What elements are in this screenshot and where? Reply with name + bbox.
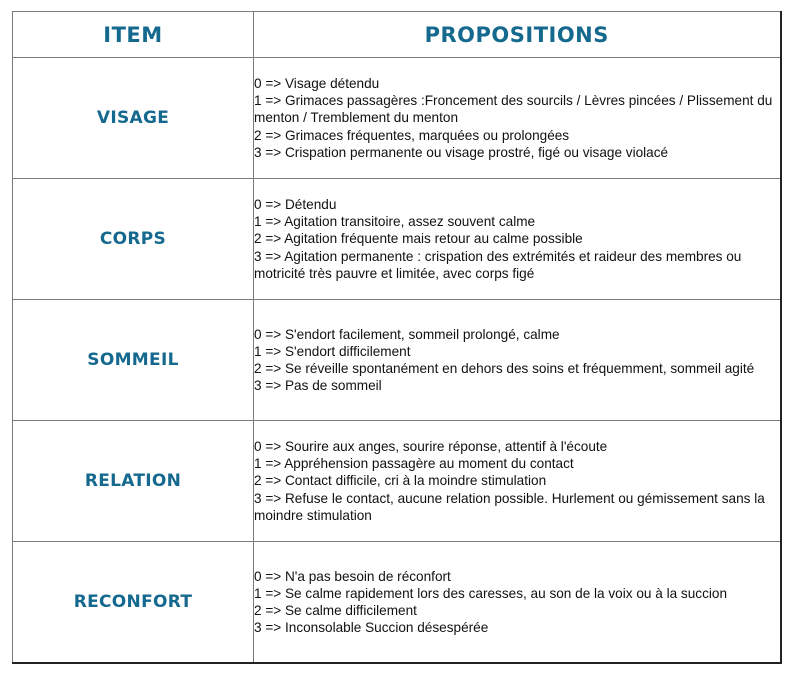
- proposition-line: 0 => Visage détendu: [254, 75, 380, 91]
- header-row: [13, 12, 781, 58]
- column-header-item: ITEM: [13, 12, 254, 58]
- proposition-line: 0 => Sourire aux anges, sourire réponse, attentif à l'écoute: [254, 438, 608, 454]
- item-label: VISAGE: [13, 58, 254, 179]
- propositions-cell: [254, 58, 781, 179]
- item-label: RECONFORT: [13, 542, 254, 664]
- proposition-line: 0 => N'a pas besoin de réconfort: [254, 568, 451, 584]
- propositions-cell: [254, 300, 781, 421]
- proposition-line: 2 => Se réveille spontanément en dehors des soins et fréquemment, sommeil agité: [254, 361, 755, 376]
- item-label: RELATION: [13, 421, 254, 542]
- item-label: CORPS: [13, 179, 254, 300]
- proposition-line: 1 => Agitation transitoire, assez souvent calme: [254, 214, 536, 230]
- proposition-line: 2 => Contact difficile, cri à la moindre stimulation: [254, 473, 547, 489]
- table-row: [13, 421, 781, 542]
- proposition-line: 3 => Pas de sommeil: [254, 378, 382, 394]
- proposition-line: 0 => Détendu: [254, 196, 337, 212]
- propositions-cell: [254, 179, 781, 300]
- propositions-cell: [254, 421, 781, 542]
- pain-scale-table: [12, 11, 782, 664]
- proposition-line: 1 => Appréhension passagère au moment du contact: [254, 456, 574, 472]
- proposition-line: 3 => Refuse le contact, aucune relation possible. Hurlement ou gémissement sans la moindre stimulation: [254, 490, 765, 523]
- proposition-line: 1 => Se calme rapidement lors des caresses, au son de la voix ou à la succion: [254, 585, 728, 601]
- proposition-line: 3 => Agitation permanente : crispation des extrémités et raideur des membres ou motricité très pauvre et limitée, avec corps figé: [254, 248, 742, 281]
- propositions-cell: [254, 542, 781, 664]
- proposition-line: 3 => Inconsolable Succion désespérée: [254, 620, 489, 636]
- proposition-line: 1 => S'endort difficilement: [254, 343, 411, 359]
- table-row: [13, 542, 781, 664]
- table-row: [13, 300, 781, 421]
- item-label: SOMMEIL: [13, 300, 254, 421]
- proposition-line: 3 => Crispation permanente ou visage prostré, figé ou visage violacé: [254, 144, 669, 160]
- proposition-line: 2 => Agitation fréquente mais retour au calme possible: [254, 231, 583, 247]
- table-row: [13, 58, 781, 179]
- proposition-line: 2 => Grimaces fréquentes, marquées ou prolongées: [254, 127, 570, 143]
- proposition-line: 1 => Grimaces passagères :Froncement des sourcils / Lèvres pincées / Plissement du menton / Tremblement du menton: [254, 93, 773, 126]
- column-header-propositions: PROPOSITIONS: [254, 12, 781, 58]
- proposition-line: 0 => S'endort facilement, sommeil prolongé, calme: [254, 326, 560, 342]
- proposition-line: 2 => Se calme difficilement: [254, 603, 417, 618]
- table-row: [13, 179, 781, 300]
